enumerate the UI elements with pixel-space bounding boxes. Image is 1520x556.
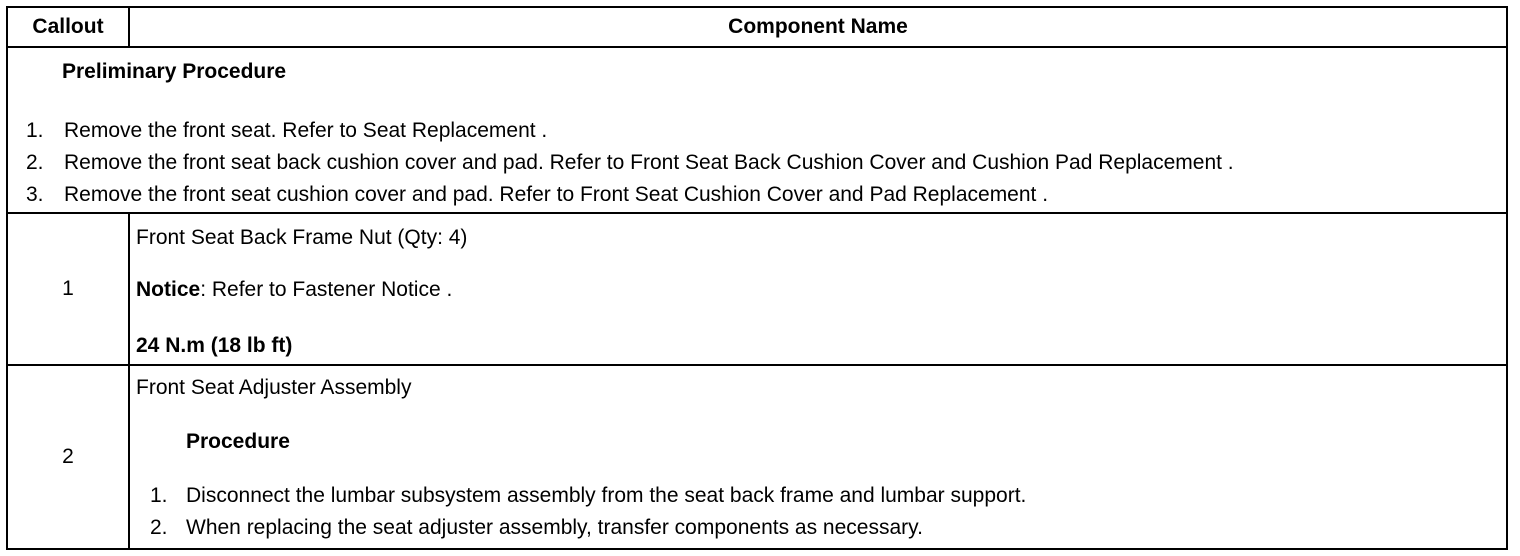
- procedure-title: Procedure: [186, 430, 290, 453]
- callout-cell: 1: [7, 213, 129, 365]
- list-item: [26, 115, 1234, 147]
- step-number: 3.: [26, 183, 44, 206]
- preliminary-steps-list: [26, 115, 1234, 211]
- step-text: Disconnect the lumbar subsystem assembly from the seat back frame and lumbar support.: [186, 484, 1027, 507]
- component-name: Front Seat Back Frame Nut (Qty: 4): [136, 226, 468, 249]
- component-name: Front Seat Adjuster Assembly: [136, 376, 412, 399]
- step-text: Remove the front seat cushion cover and pad. Refer to Front Seat Cushion Cover and Pad Replacement .: [64, 183, 1049, 206]
- table-row: [7, 365, 1507, 549]
- table-header-row: [7, 7, 1507, 47]
- component-table: [6, 6, 1508, 550]
- callout-header: Callout: [7, 7, 129, 47]
- list-item: [26, 179, 1234, 211]
- list-item: [26, 147, 1234, 179]
- component-cell: [129, 213, 1507, 365]
- step-number: 1.: [150, 484, 168, 507]
- preliminary-row: [7, 47, 1507, 213]
- procedure-steps-list: [150, 480, 1026, 544]
- step-number: 1.: [26, 119, 44, 142]
- step-number: 2.: [150, 516, 168, 539]
- notice-text: : Refer to Fastener Notice .: [200, 278, 453, 301]
- notice-label: Notice: [136, 278, 201, 301]
- component-cell: [129, 365, 1507, 549]
- list-item: [150, 512, 1026, 544]
- preliminary-procedure-cell: [7, 47, 1507, 213]
- notice-line: [136, 278, 452, 302]
- torque-spec: 24 N.m (18 lb ft): [136, 334, 293, 357]
- step-text: When replacing the seat adjuster assembly, transfer components as necessary.: [186, 516, 923, 539]
- step-text: Remove the front seat. Refer to Seat Replacement .: [64, 119, 548, 142]
- preliminary-procedure-title: Preliminary Procedure: [62, 60, 287, 83]
- step-text: Remove the front seat back cushion cover and pad. Refer to Front Seat Back Cushion Cover and Cushion Pad Replacement .: [64, 151, 1234, 174]
- list-item: [150, 480, 1026, 512]
- table-row: [7, 213, 1507, 365]
- component-name-header: Component Name: [129, 7, 1507, 47]
- callout-cell: 2: [7, 365, 129, 549]
- step-number: 2.: [26, 151, 44, 174]
